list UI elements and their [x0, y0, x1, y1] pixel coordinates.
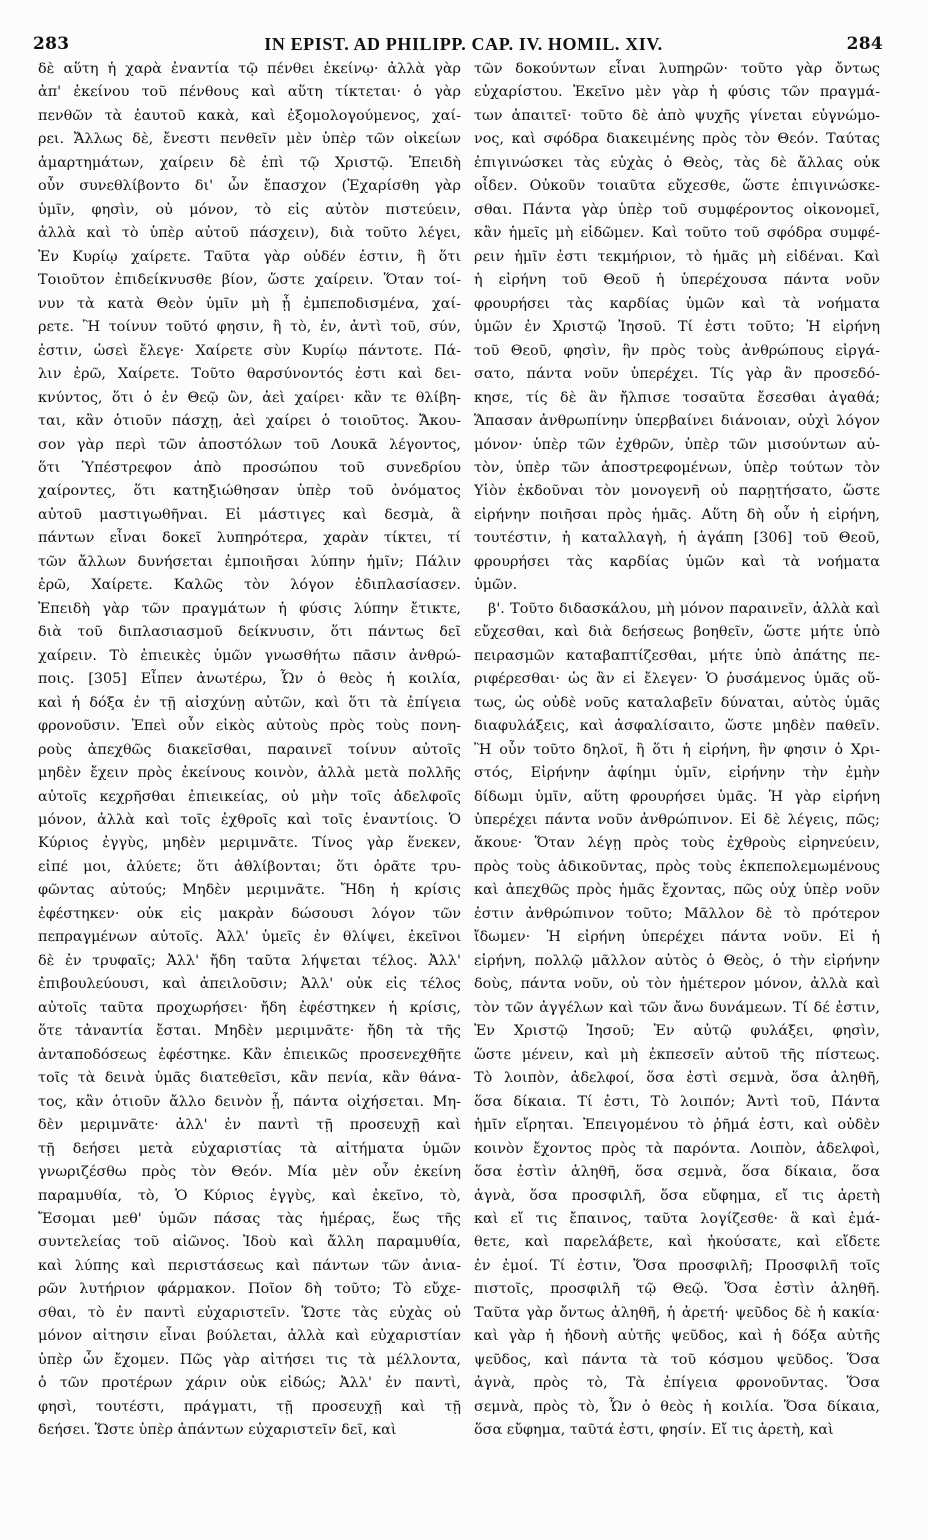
- running-header: [0, 34, 927, 60]
- text-line: των ἀπαιτεῖ· τοῦτο δὲ ἀπὸ ψυχῆς γίνεται εὐγνώμο-: [474, 107, 880, 124]
- text-line: ἀνταποδόσεως ἐφέστηκε. Κἂν ἐπιεικῶς προσενεχθῆτε: [38, 1046, 461, 1063]
- text-line: ὑμῖν, φησὶν, οὐ μόνον, τὸ εἰς αὐτὸν πιστεύειν,: [38, 201, 461, 218]
- text-line: εὔχεσθαι, καὶ διὰ δεήσεως βοηθεῖν, ὥστε μήτε ὑπὸ: [474, 624, 880, 641]
- text-line: διαφυλάξεις, καὶ ἀσφαλίσαιτο, ὥστε μηδὲν παθεῖν.: [474, 718, 880, 735]
- text-line: ὅσα εὔφημα, ταῦτά ἐστι, φησίν. Εἴ τις ἀρετὴ, καὶ: [474, 1422, 834, 1439]
- text-line: καὶ γὰρ ἡ ἡδονὴ αὐτῆς ψεῦδος, καὶ ἡ δόξα αὐτῆς: [474, 1328, 880, 1345]
- text-line: τῶν ἄλλων δυνήσεται ἐμποιῆσαι λύπην ἡμῖν; Πάλιν: [38, 553, 461, 570]
- text-line: μόνον, ἀλλὰ καὶ τοῖς ἐχθροῖς καὶ τοῖς ἐναντίοις. Ὁ: [38, 812, 461, 828]
- text-line: παραμυθία, τὸ, Ὁ Κύριος ἐγγὺς, καὶ ἐκεῖνο, τὸ,: [38, 1187, 461, 1204]
- text-line: σεμνὰ, πρὸς τὸ, Ὧν ὁ θεὸς ἡ κοιλία. Ὅσα δίκαια,: [474, 1398, 880, 1415]
- text-line: καὶ ἀπεχθῶς πρὸς ἡμᾶς ἔχοντας, πῶς οὐχ ὑπὲρ νοῦν: [474, 882, 880, 899]
- text-line: Ταῦτα γὰρ ὄντως ἀληθῆ, ἡ ἀρετή· ψεῦδος δὲ ἡ κακία·: [474, 1304, 880, 1321]
- text-line: ρῶν λυτήριον φάρμακον. Ποῖον δὴ τοῦτο; Τὸ εὔχε-: [38, 1281, 461, 1298]
- text-line: θετε, καὶ παρελάβετε, καὶ ἠκούσατε, καὶ εἴδετε: [474, 1234, 880, 1251]
- text-line: πειρασμῶν καταβαπτίζεσθαι, μήτε ὑπὸ ἀπάτης πε-: [474, 647, 880, 664]
- text-line: σθαι, τὸ ἐν παντὶ εὐχαριστεῖν. Ὥστε τὰς εὐχὰς οὐ: [38, 1304, 461, 1321]
- text-line: ψεῦδος, καὶ πάντα τὰ τοῦ κόσμου ψεῦδος. Ὅσα: [474, 1351, 880, 1368]
- text-line: ρειν ἡμῖν ἐστι τεκμήριον, τὸ ἡμᾶς μὴ εἰδέναι. Καὶ: [474, 248, 880, 265]
- text-line: οἶδεν. Οὐκοῦν τοιαῦτα εὔχεσθε, ὥστε ἐπιγινώσκε-: [474, 178, 880, 195]
- text-line: φρουρήσει τὰς καρδίας ὑμῶν καὶ τὰ νοήματα: [474, 553, 880, 570]
- text-line: Ἢ οὖν τοῦτο δηλοῖ, ἢ ὅτι ἡ εἰρήνη, ἣν φησιν ὁ Χρι-: [474, 741, 880, 758]
- text-line: ρει. Ἄλλως δὲ, ἔνεστι πενθεῖν μὲν ὑπὲρ τῶν οἰκείων: [38, 131, 461, 148]
- text-line: ται, κἂν ὁτιοῦν πάσχῃ, ἀεὶ χαίρει ὁ τοιοῦτος. Ἄκου-: [38, 413, 461, 430]
- text-line: Τοιοῦτον ἐπιδείκνυσθε βίον, ὥστε χαίρειν. Ὅταν τοί-: [38, 272, 461, 289]
- text-line: ὅσα ἐστὶν ἀληθῆ, ὅσα σεμνὰ, ὅσα δίκαια, ὅσα: [474, 1164, 880, 1181]
- text-line: ροὺς ἀπεχθῶς διακεῖσθαι, παραινεῖ τοίνυν αὐτοῖς: [38, 741, 461, 758]
- text-line: Κύριος ἐγγὺς, μηδὲν μεριμνᾶτε. Τίνος γὰρ ἕνεκεν,: [38, 835, 461, 852]
- text-line: συντελείας τοῦ αἰῶνος. Ἰδοὺ καὶ ἄλλη παραμυθία,: [38, 1234, 461, 1251]
- text-line: σον γὰρ περὶ τῶν ἀποστόλων τοῦ Λουκᾶ λέγοντος,: [38, 436, 461, 453]
- text-line: μηδὲν ἔχειν πρὸς ἐκείνους κοινὸν, ἀλλὰ μετὰ πολλῆς: [38, 765, 461, 782]
- text-line: Υἱὸν ἐκδοῦναι τὸν μονογενῆ οὐ παρῃτήσατο, ὥστε: [474, 483, 880, 500]
- text-line: τοῖς τὰ δεινὰ ὑμᾶς διατεθεῖσι, κἂν πενία, κἂν θάνα-: [38, 1070, 461, 1087]
- text-line: φρουρήσει τὰς καρδίας ὑμῶν καὶ τὰ νοήματα: [474, 295, 880, 312]
- text-line: τὸν, ὑπὲρ τῶν ἀποστρεφομένων, ὑπὲρ τούτων τὸν: [474, 459, 880, 476]
- text-line: διὰ τοῦ διπλασιασμοῦ δείκνυσιν, ὅτι πάντως δεῖ: [38, 624, 461, 641]
- page-number-right: 284: [846, 34, 883, 54]
- text-line: φρονοῦσιν. Ἐπεὶ οὖν εἰκὸς αὐτοὺς πρὸς τοὺς πονη-: [38, 718, 461, 735]
- text-line: μόνον αἰτησιν εἶναι βούλεται, ἀλλὰ καὶ εὐχαριστίαν: [38, 1328, 461, 1345]
- text-line: τος, κἂν ὁτιοῦν ἄλλο δεινὸν ᾖ, πάντα οἰχήσεται. Μη-: [38, 1093, 461, 1110]
- text-line: ἴδωμεν· Ἡ εἰρήνη ὑπερέχει πάντα νοῦν. Εἰ ἡ: [474, 929, 880, 946]
- text-line: εἰπέ μοι, ἀλύετε; ὅτι ἀθλίβονται; ὅτι ὁρᾶτε τρυ-: [38, 858, 461, 875]
- text-line: μόνον· ὑπὲρ τῶν ἐχθρῶν, ὑπὲρ τῶν μισούντων αὐ-: [474, 436, 880, 453]
- text-line: ριφέρεσθαι· ὡς ἂν εἰ ἔλεγεν· Ὁ ῥυσάμενος ὑμᾶς οὕ-: [474, 671, 880, 688]
- text-line: τως, ὡς οὐδὲ νοῦς καταλαβεῖν δύναται, αὐτὸς ὑμᾶς: [474, 694, 880, 711]
- text-line: νυν τὰ κατὰ Θεὸν ὑμῖν μὴ ᾖ ἐμπεποδισμένα, χαί-: [38, 295, 461, 312]
- text-line: πεπραγμένων αὐτοῖς. Ἀλλ' ὑμεῖς ἐν θλίψει, ἐκεῖνοι: [38, 929, 461, 946]
- text-line: φησὶ, τουτέστι, πράγματι, τῇ προσευχῇ καὶ τῇ: [38, 1398, 461, 1415]
- text-line: στός, Εἰρήνην ἀφίημι ὑμῖν, εἰρήνην τὴν ἐμὴν: [474, 765, 880, 782]
- text-line: ὑπερέχει πάντα νοῦν ἀνθρώπινον. Εἰ δὲ λέγεις, πῶς;: [474, 812, 880, 828]
- text-line: ὅσα δίκαια. Τί ἐστι, Τὸ λοιπόν; Ἀντὶ τοῦ, Πάντα: [474, 1093, 880, 1110]
- text-line: σθαι. Πάντα γὰρ ὑπὲρ τοῦ συμφέροντος οἰκονομεῖ,: [474, 201, 880, 218]
- text-line: κἂν ἡμεῖς μὴ εἰδῶμεν. Καὶ τοῦτο τοῦ σφόδρα συμφέ-: [474, 225, 880, 242]
- text-line: κησε, τίς δὲ ἂν ἤλπισε τοσαῦτα ἔσεσθαι ἀγαθά;: [474, 389, 880, 406]
- text-line: ἁμαρτημάτων, χαίρειν δὲ ἐπὶ τῷ Χριστῷ. Ἐπειδὴ: [38, 154, 461, 171]
- text-line: τῇ δεήσει μετὰ εὐχαριστίας τὰ αἰτήματα ὑμῶν: [38, 1140, 461, 1157]
- text-line: δοὺς, πάντα νοῦν, οὐ τὸν ἡμέτερον μόνον, ἀλλὰ καὶ: [474, 976, 880, 993]
- text-line: αὐτοῖς ταῦτα προχωρήσει· ἤδη ἐφέστηκεν ἡ κρίσις,: [38, 999, 461, 1016]
- running-title: IN EPIST. AD PHILIPP. CAP. IV. HOMIL. XIV.: [264, 34, 663, 54]
- text-line: καὶ εἴ τις ἔπαινος, ταῦτα λογίζεσθε· ἃ καὶ ἐμά-: [474, 1210, 880, 1227]
- text-line: κνύντος, ὅτι ὁ ἐν Θεῷ ὢν, ἀεὶ χαίρει· κἂν τε θλίβη-: [38, 389, 461, 406]
- text-line: δίδωμι ὑμῖν, αὕτη φρουρήσει ὑμᾶς. Ἡ γὰρ εἰρήνη: [474, 788, 880, 805]
- text-line: ὅτι Ὑπέστρεφον ἀπὸ προσώπου τοῦ συνεδρίου: [38, 459, 461, 476]
- text-line: Τὸ λοιπὸν, ἀδελφοί, ὅσα ἐστὶ σεμνὰ, ὅσα ἀληθῆ,: [474, 1070, 880, 1087]
- text-line: δεήσει. Ὥστε ὑπὲρ ἁπάντων εὐχαριστεῖν δεῖ, καὶ: [38, 1422, 397, 1439]
- text-line: Ἔσομαι μεθ' ὑμῶν πάσας τὰς ἡμέρας, ἕως τῆς: [38, 1210, 461, 1227]
- text-line: ὅτε τἀναντία ἔσται. Μηδὲν μεριμνᾶτε· ἤδη τὰ τῆς: [38, 1023, 461, 1040]
- text-line: ἐπιγινώσκει τὰς εὐχὰς ὁ Θεὸς, τὰς δὲ ἄλλας οὐκ: [474, 154, 880, 171]
- text-line: Ἅπασαν ἀνθρωπίνην ὑπερβαίνει διάνοιαν, οὐχὶ λόγον: [474, 413, 880, 430]
- text-line: ἄκουε· Ὅταν λέγῃ πρὸς τοὺς ἐχθροὺς εἰρηνεύειν,: [474, 835, 880, 852]
- text-line: πιστοῖς, προσφιλῆ τῷ Θεῷ. Ὅσα ἐστὶν ἀληθῆ.: [474, 1281, 880, 1298]
- text-line: τὸν τῶν ἀγγέλων καὶ τῶν ἄνω δυνάμεων. Τί δέ ἐστιν,: [474, 999, 880, 1016]
- text-line: ἁγνὰ, πρὸς τὸ, Τὰ ἐπίγεια φρονοῦντας. Ὅσα: [474, 1375, 880, 1392]
- text-line: αὐτοῦ μαστιγωθῆναι. Εἰ μάστιγες καὶ δεσμὰ, ἃ: [38, 506, 461, 523]
- text-line: πενθῶν τὰ ἑαυτοῦ κακὰ, καὶ ἐξομολογούμενος, χαί-: [38, 107, 461, 124]
- text-line: ἐφέστηκεν· οὐκ εἰς μακρὰν δώσουσι λόγον τῶν: [38, 905, 461, 922]
- text-line: τουτέστιν, ἡ καταλλαγὴ, ἡ ἀγάπη [306] τοῦ Θεοῦ,: [474, 530, 880, 547]
- text-line: ὑμῶν ἐν Χριστῷ Ἰησοῦ. Τί ἐστι τοῦτο; Ἡ εἰρήνη: [474, 319, 880, 336]
- text-line: εἰρήνη, πολλῷ μᾶλλον αὐτὸς ὁ Θεὸς, ὁ τὴν εἰρήνην: [474, 952, 880, 969]
- text-line: ἐπιβουλεύουσι, καὶ ἀπειλοῦσιν; Ἀλλ' οὐκ εἰς τέλος: [38, 976, 461, 993]
- left-column: [38, 58, 461, 1443]
- text-line: σατο, πάντα νοῦν ὑπερέχει. Τίς γὰρ ἂν προσεδό-: [474, 366, 880, 383]
- page-number-left: 283: [33, 34, 70, 54]
- text-line: φῶντας αὐτούς; Μηδὲν μεριμνᾶτε. Ἤδη ἡ κρίσις: [38, 882, 461, 899]
- text-line: τοῦ Θεοῦ, φησὶν, ἣν πρὸς τοὺς ἀνθρώπους εἰργά-: [474, 342, 880, 359]
- text-line: κοινὸν ἔχοντος πρὸς τὰ παρόντα. Λοιπὸν, ἀδελφοὶ,: [474, 1140, 880, 1157]
- text-line: ὑπὲρ ὧν ἔχομεν. Πῶς γὰρ αἰτήσει τις τὰ μέλλοντα,: [38, 1351, 461, 1368]
- text-line: ἡ εἰρήνη τοῦ Θεοῦ ἡ ὑπερέχουσα πάντα νοῦν: [474, 272, 880, 289]
- text-line: νος, καὶ σφόδρα διακειμένης πρὸς τὸν Θεόν. Ταύτας: [474, 131, 880, 148]
- right-column: [474, 58, 880, 1443]
- text-line: ἐρῶ, Χαίρετε. Καλῶς τὸν λόγον ἐδιπλασίασεν.: [38, 577, 461, 594]
- text-line: δὲν μεριμνᾶτε· ἀλλ' ἐν παντὶ τῇ προσευχῇ καὶ: [38, 1117, 461, 1134]
- text-line: δὲ αὕτη ἡ χαρὰ ἐναντία τῷ πένθει ἐκείνῳ· ἀλλὰ γὰρ: [38, 61, 461, 77]
- text-line: Ἐπειδὴ γὰρ τῶν πραγμάτων ἡ φύσις λύπην ἔτικτε,: [38, 600, 461, 617]
- text-line: ρετε. Ἢ τοίνυν τοῦτό φησιν, ἢ τὸ, ἐν, ἀντὶ τοῦ, σύν,: [38, 319, 461, 336]
- text-line: ἐν ἐμοί. Τί ἐστιν, Ὅσα προσφιλῆ; Προσφιλῆ τοῖς: [474, 1257, 880, 1274]
- text-line: τῶν δοκούντων εἶναι λυπηρῶν· τοῦτο γὰρ ὄντως: [474, 61, 880, 77]
- text-line: αὐτοῖς κεχρῆσθαι ἐπιεικείας, οὐ μὴν τοῖς ἀδελφοῖς: [38, 788, 461, 805]
- text-line: Ἐν Χριστῷ Ἰησοῦ; Ἐν αὐτῷ φυλάξει, φησὶν,: [474, 1023, 880, 1040]
- text-line: ἁγνὰ, ὅσα προσφιλῆ, ὅσα εὔφημα, εἴ τις ἀρετὴ: [474, 1187, 880, 1204]
- text-line: πρὸς τοὺς ἀδικοῦντας, πρὸς τοὺς ἐκπεπολεμωμένους: [474, 858, 880, 875]
- text-line: ἐστιν ἀνθρώπινον τοῦτο; Μᾶλλον δὲ τὸ πρότερον: [474, 905, 880, 922]
- text-line: λιν ἐρῶ, Χαίρετε. Τοῦτο θαρσύνοντός ἐστι καὶ δει-: [38, 366, 461, 383]
- text-line: β'. Τοῦτο διδασκάλου, μὴ μόνον παραινεῖν, ἀλλὰ καὶ: [488, 600, 880, 617]
- text-line: καὶ ἡ δόξα ἐν τῇ αἰσχύνῃ αὐτῶν, καὶ ὅτι τὰ ἐπίγεια: [38, 694, 461, 711]
- text-line: χαίρειν. Τὸ ἐπιεικὲς ὑμῶν γνωσθήτω πᾶσιν ἀνθρώ-: [38, 647, 461, 664]
- text-line: εἰρήνην ποιῆσαι πρὸς ἡμᾶς. Αὕτη δὴ οὖν ἡ εἰρήνη,: [474, 506, 880, 523]
- text-line: ἀλλὰ καὶ τὸ ὑπὲρ αὐτοῦ πάσχειν), διὰ τοῦτο λέγει,: [38, 225, 461, 242]
- text-line: οὖν συνεθλίβοντο δι' ὧν ἔπασχον (Ἐχαρίσθη γὰρ: [38, 178, 461, 195]
- text-line: δὲ ἐν τρυφαῖς; Ἀλλ' ἤδη ταῦτα λήψεται τέλος. Ἀλλ': [38, 952, 461, 969]
- text-line: ἡμῖν εἴρηται. Ἐπειγομένου τὸ ῥῆμά ἐστι, καὶ οὐδὲν: [474, 1117, 880, 1134]
- text-line: εὐχαρίστου. Ἐκεῖνο μὲν γὰρ ἡ φύσις τῶν πραγμά-: [474, 84, 880, 101]
- text-line: χαίροντες, ὅτι κατηξιώθησαν ὑπὲρ τοῦ ὀνόματος: [38, 483, 461, 500]
- text-line: ἀπ' ἐκείνου τοῦ πένθους καὶ αὕτη τίκτεται· ὁ γὰρ: [38, 84, 461, 101]
- text-line: ὁ τῶν προτέρων χάριν οὐκ εἰδώς; Ἀλλ' ἐν παντὶ,: [38, 1375, 461, 1392]
- text-line: γνωριζέσθω πρὸς τὸν Θεόν. Μία μὲν οὖν ἐκείνη: [38, 1164, 461, 1181]
- text-line: πάντων εἶναι δοκεῖ λυπηρότερα, χαρὰν τίκτει, τί: [38, 530, 461, 547]
- text-line: ὑμῶν.: [474, 577, 518, 594]
- text-line: ποις. [305] Εἶπεν ἀνωτέρω, Ὧν ὁ θεὸς ἡ κοιλία,: [38, 671, 461, 688]
- text-line: Ἐν Κυρίῳ χαίρετε. Ταῦτα γὰρ οὐδέν ἐστιν, ἢ ὅτι: [38, 248, 461, 265]
- text-line: ἐστιν, ὡσεὶ ἔλεγε· Χαίρετε σὺν Κυρίῳ πάντοτε. Πά-: [38, 342, 461, 359]
- text-line: καὶ λύπης καὶ περιστάσεως καὶ πάντων τῶν ἀνια-: [38, 1257, 461, 1274]
- text-line: ὥστε μένειν, καὶ μὴ ἐκπεσεῖν αὐτοῦ τῆς πίστεως.: [474, 1046, 880, 1063]
